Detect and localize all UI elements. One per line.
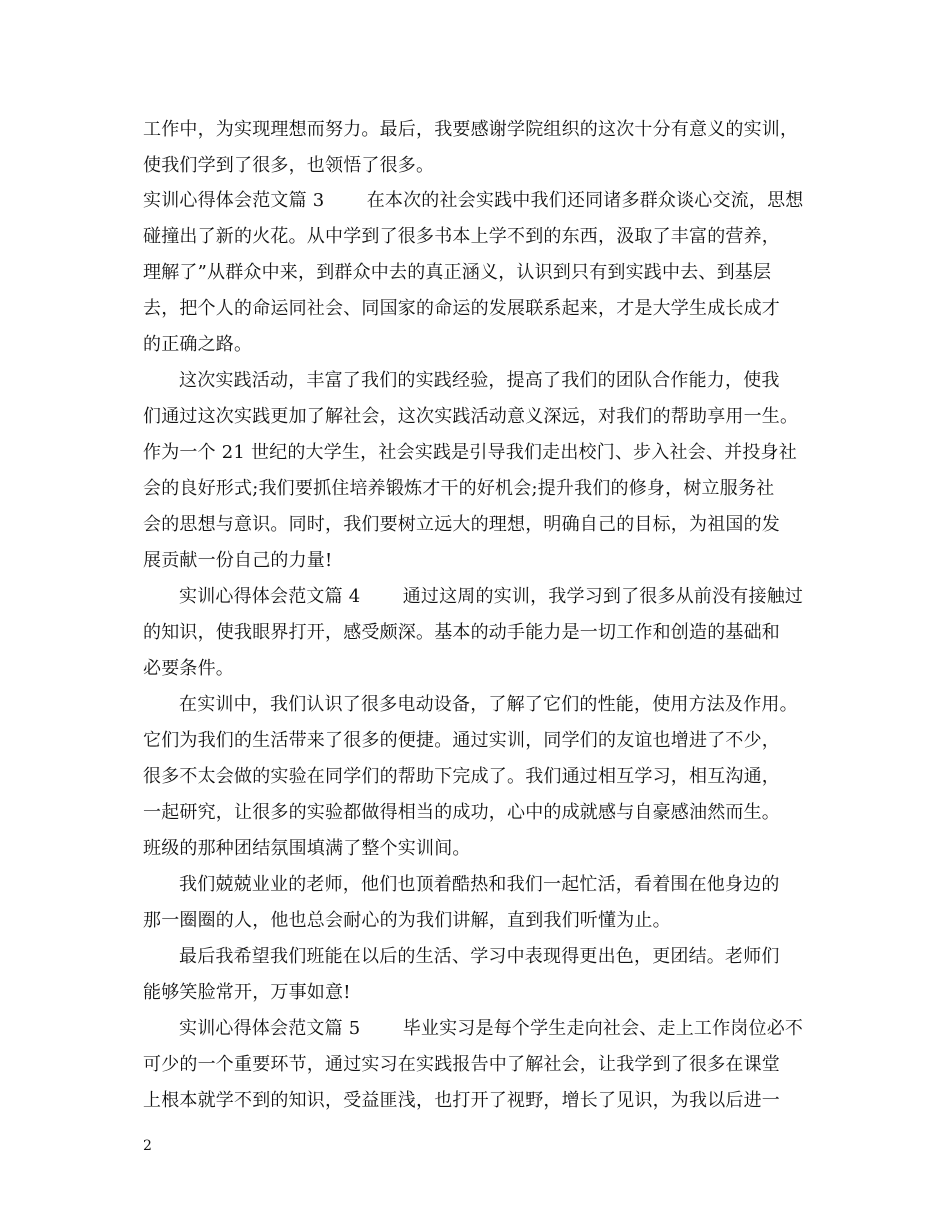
text-line: 们通过这次实践更加了解社会，这次实践活动意义深远，对我们的帮助享用一生。 bbox=[143, 406, 799, 427]
text-line: 必要条件。 bbox=[143, 658, 234, 679]
text-line: 会的思想与意识。同时，我们要树立远大的理想，明确自己的目标，为祖国的发 bbox=[143, 514, 780, 535]
text-line: 实训心得体会范文篇 3 在本次的社会实践中我们还同诸多群众谈心交流，思想 bbox=[143, 190, 804, 211]
text-line: 最后我希望我们班能在以后的生活、学习中表现得更出色，更团结。老师们 bbox=[179, 946, 780, 967]
text-line: 去，把个人的命运同社会、同国家的命运的发展联系起来，才是大学生成长成才 bbox=[143, 298, 780, 319]
text-line: 工作中，为实现理想而努力。最后，我要感谢学院组织的这次十分有意义的实训， bbox=[143, 119, 799, 140]
text-line: 很多不太会做的实验在同学们的帮助下完成了。我们通过相互学习，相互沟通， bbox=[143, 766, 780, 787]
text-line: 可少的一个重要环节，通过实习在实践报告中了解社会，让我学到了很多在课堂 bbox=[143, 1054, 780, 1075]
text-line: 理解了”从群众中来，到群众中去的真正涵义，认识到只有到实践中去、到基层 bbox=[143, 262, 772, 283]
text-line: 的知识，使我眼界打开，感受颇深。基本的动手能力是一切工作和创造的基础和 bbox=[143, 622, 780, 643]
text-line: 使我们学到了很多，也领悟了很多。 bbox=[143, 155, 435, 176]
text-line: 作为一个 21 世纪的大学生，社会实践是引导我们走出校门、步入社会、并投身社 bbox=[143, 442, 797, 463]
text-line: 会的良好形式;我们要抓住培养锻炼才干的好机会;提升我们的修身，树立服务社 bbox=[143, 478, 775, 499]
text-line: 一起研究，让很多的实验都做得相当的成功，心中的成就感与自豪感油然而生。 bbox=[143, 802, 780, 823]
text-line: 它们为我们的生活带来了很多的便捷。通过实训，同学们的友谊也增进了不少， bbox=[143, 730, 780, 751]
text-line: 展贡献一份自己的力量! bbox=[143, 550, 333, 571]
text-line: 实训心得体会范文篇 4 通过这周的实训，我学习到了很多从前没有接触过 bbox=[179, 586, 804, 607]
text-line: 我们兢兢业业的老师，他们也顶着酷热和我们一起忙活，看着围在他身边的 bbox=[179, 874, 780, 895]
page-number: 2 bbox=[143, 1138, 152, 1154]
text-line: 那一圈圈的人，他也总会耐心的为我们讲解，直到我们听懂为止。 bbox=[143, 910, 671, 931]
text-line: 实训心得体会范文篇 5 毕业实习是每个学生走向社会、走上工作岗位必不 bbox=[179, 1018, 804, 1039]
text-line: 碰撞出了新的火花。从中学到了很多书本上学不到的东西，汲取了丰富的营养， bbox=[143, 226, 780, 247]
text-line: 班级的那种团结氛围填满了整个实训间。 bbox=[143, 838, 471, 859]
text-line: 在实训中，我们认识了很多电动设备，了解了它们的性能，使用方法及作用。 bbox=[179, 694, 798, 715]
text-line: 这次实践活动，丰富了我们的实践经验，提高了我们的团队合作能力，使我 bbox=[179, 370, 780, 391]
text-line: 的正确之路。 bbox=[143, 334, 253, 355]
text-line: 能够笑脸常开，万事如意! bbox=[143, 982, 351, 1003]
text-line: 上根本就学不到的知识，受益匪浅，也打开了视野，增长了见识，为我以后进一 bbox=[143, 1090, 780, 1111]
